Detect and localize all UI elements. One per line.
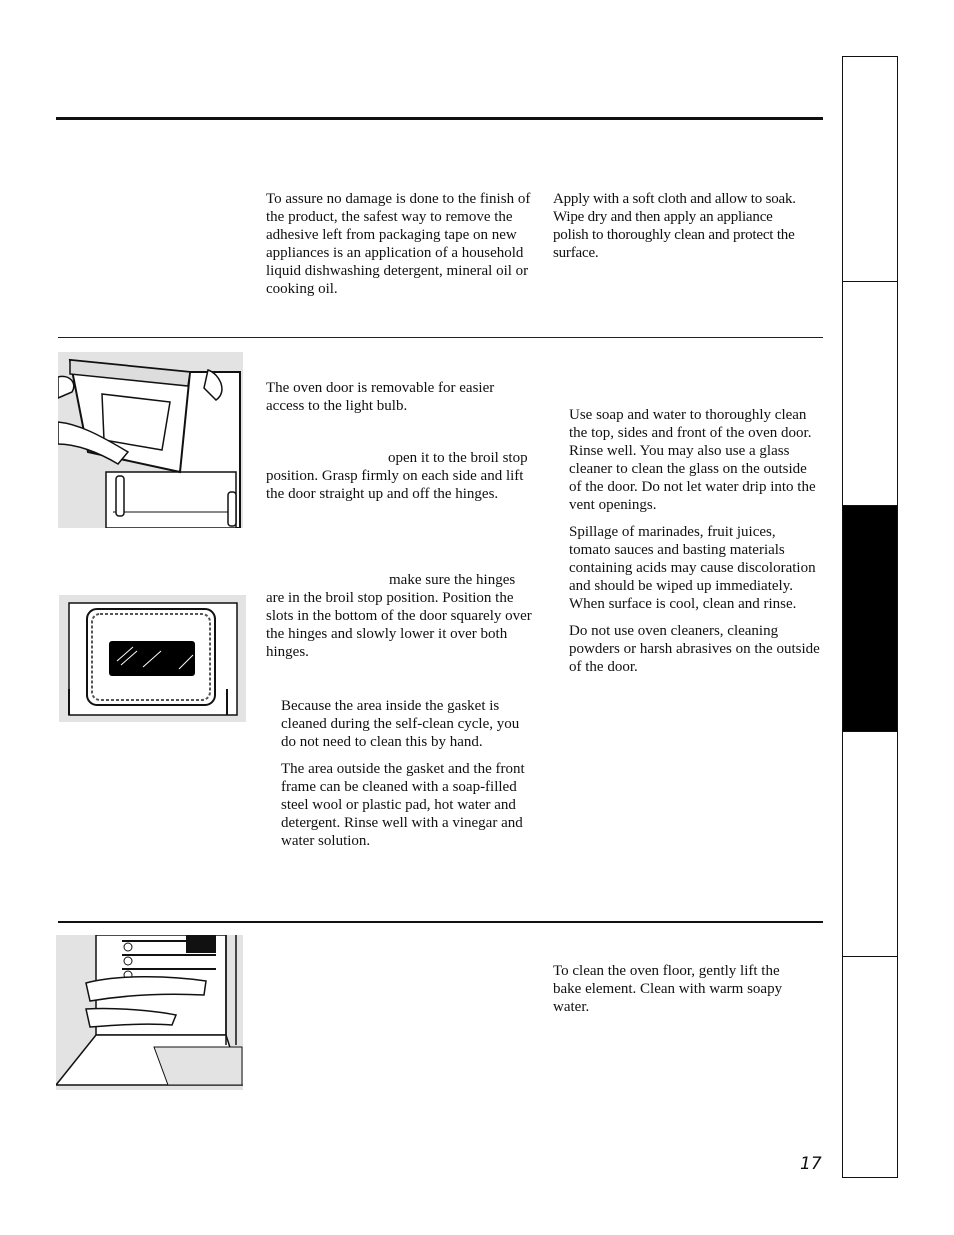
door-gasket-illustration [59,595,246,722]
section-divider [58,921,823,923]
tape-removal-text: To assure no damage is done to the finish of the product, the safest way to remove the adhesive left from packaging tape on new appliances is an application of a household liquid dishwashing detergent, mineral oil or cooking oil. [266,191,531,297]
polish-text: Apply with a soft cloth and allow to soak. Wipe dry and then apply an appliance polish to thoroughly clean and protect the surface. [553,191,796,261]
side-tab[interactable] [843,732,897,957]
door-lift-drawing [58,352,243,528]
oven-floor-text: To clean the oven floor, gently lift the bake element. Clean with warm soapy water. [553,963,783,1015]
gasket-cleaning-text: Because the area inside the gasket is cleaned during the self-clean cycle, you do not need to clean this by hand. The area outside the gasket and the front frame can be cleaned with a soap-filled steel wool or plastic pad, hot water and detergent. Rinse well with a vinegar and water solution. [281,698,525,849]
door-remove-instructions: open it to the broil stop position. Grasp firmly on each side and lift the door straight up and off the hinges. [266,450,528,502]
door-front-drawing [59,595,246,722]
side-tab[interactable] [843,957,897,1179]
section-divider [58,337,823,338]
oven-floor-illustration [56,935,243,1090]
door-replace-instructions: make sure the hinges are in the broil stop position. Position the slots in the bottom of the door squarely over the hinges and slowly lower it over both hinges. [266,572,532,660]
oven-interior-drawing [56,935,243,1090]
side-tab-active[interactable] [843,506,897,732]
side-tab[interactable] [843,282,897,506]
side-tab-strip [842,56,898,1178]
side-tab[interactable] [843,57,897,282]
top-rule [56,117,823,120]
door-removable-text: The oven door is removable for easier access to the light bulb. [266,380,495,414]
door-removal-illustration [58,352,243,528]
page-number: 17 [800,1154,822,1174]
door-outside-cleaning-text: Use soap and water to thoroughly clean the top, sides and front of the oven door. Rinse well. You may also use a glass cleaner to clean the glass on the outside of the door. Do not let water drip into the vent openings. Spillage of marinades, fruit juices, tomato sauces and basting materials containing acids may cause discoloration and should be wiped up immediately. When surface is cool, clean and rinse. Do not use oven cleaners, cleaning powders or harsh abrasives on the outside of the door. [569,407,820,675]
